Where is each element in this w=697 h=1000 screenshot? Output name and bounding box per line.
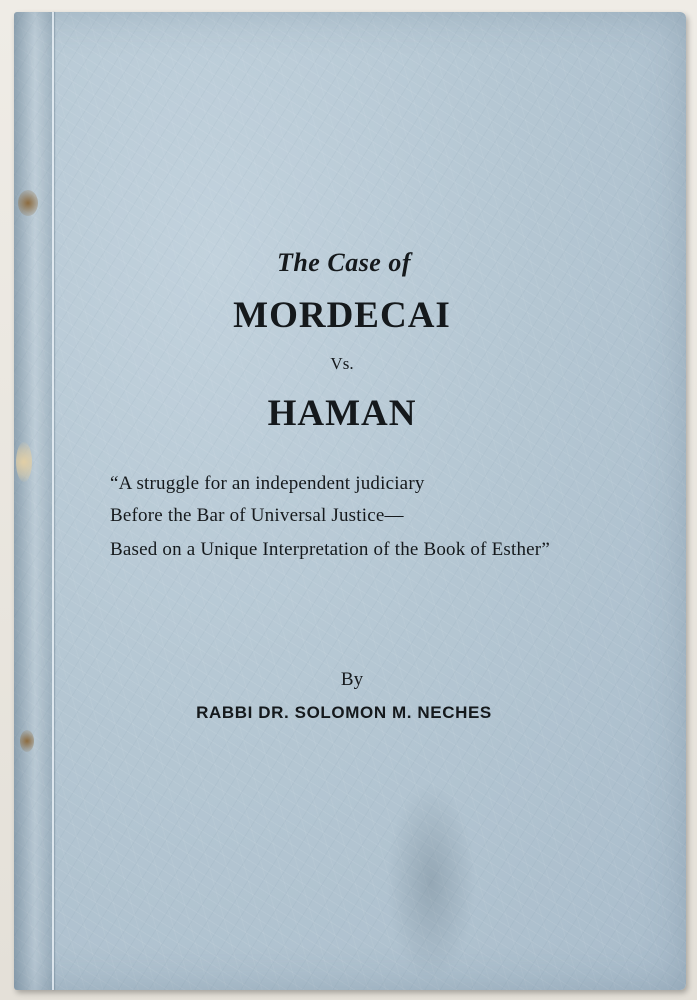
spine-wear-mark — [20, 730, 34, 752]
title-prefix: The Case of — [276, 248, 412, 277]
cover-text-block — [54, 12, 686, 990]
title-main: MORDECAI — [233, 295, 451, 336]
subtitle-quote-line: Based on a Unique Interpretation of the Book of Esther” — [110, 539, 550, 560]
spine-wear-mark — [18, 190, 38, 216]
title-second: HAMAN — [267, 393, 417, 434]
spine-wear-mark — [16, 442, 32, 482]
title-versus: Vs. — [330, 354, 354, 373]
subtitle-quote-line: Before the Bar of Universal Justice— — [110, 505, 404, 526]
author-name: RABBI DR. SOLOMON M. NECHES — [196, 703, 492, 722]
by-label: By — [340, 669, 364, 690]
book-cover — [14, 12, 686, 990]
subtitle-quote-line: “A struggle for an independent judiciary — [110, 473, 425, 494]
book-spine — [14, 12, 52, 990]
